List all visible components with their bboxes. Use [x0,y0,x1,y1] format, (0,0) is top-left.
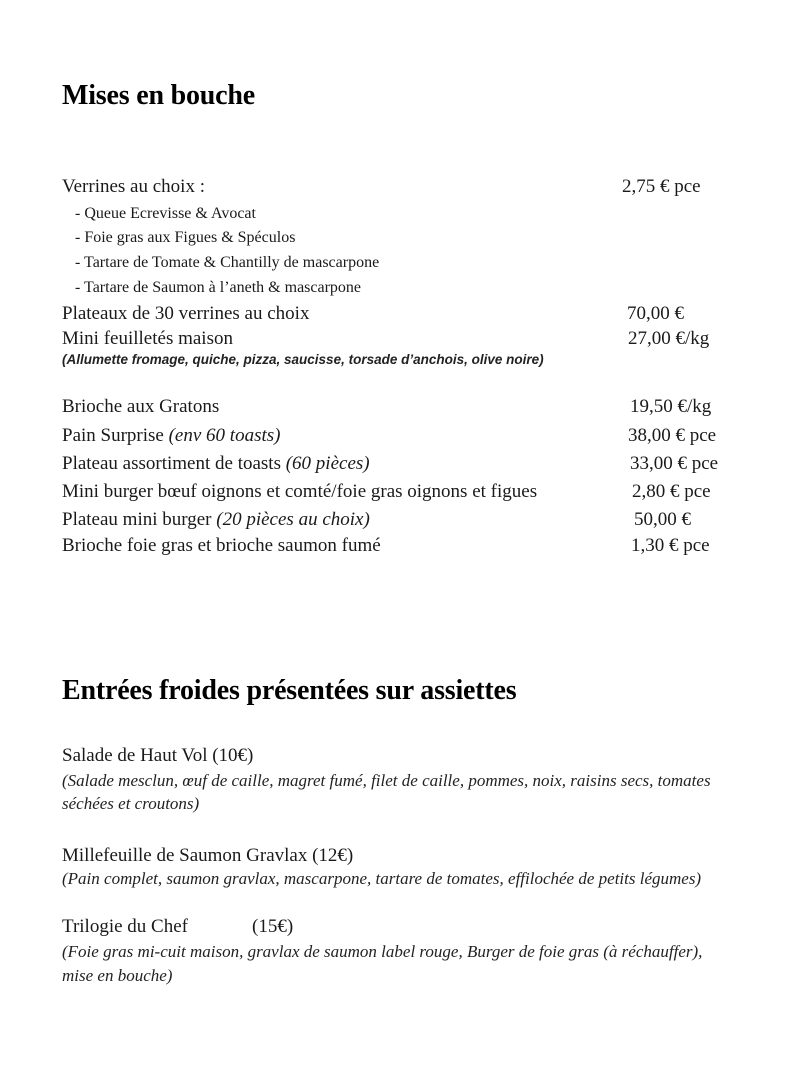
menu-item-price: 1,30 € pce [631,535,710,556]
menu-item [62,481,537,503]
verrine-option: - Foie gras aux Figues & Spéculos [75,229,296,246]
feuilletes-note: (Allumette fromage, quiche, pizza, saucisse, torsade d’anchois, olive noire) [62,352,544,367]
verrine-option: - Tartare de Tomate & Chantilly de mascarpone [75,254,380,271]
verrines-label: Verrines au choix : [62,176,205,197]
dish-price: (15€) [252,916,294,937]
dish-description: (Salade mesclun, œuf de caille, magret fumé, filet de caille, pommes, noix, raisins secs, tomates [62,771,711,790]
menu-item-price: 50,00 € [634,509,691,530]
menu-item-label: Brioche aux Gratons [62,396,220,417]
menu-item-label: Plateau assortiment de toasts [62,453,286,474]
feuilletes-label: Mini feuilletés maison [62,328,233,349]
menu-item [62,425,280,447]
menu-item-price: 38,00 € pce [628,425,717,446]
verrines-price: 2,75 € pce [622,176,701,197]
menu-item-label: Pain Surprise [62,425,169,446]
dish-description: mise en bouche) [62,966,173,985]
menu-item-detail: (env 60 toasts) [168,425,281,446]
dish-name: Trilogie du Chef [62,916,188,937]
dish-description: (Pain complet, saumon gravlax, mascarpone, tartare de tomates, effilochée de petits légumes) [62,869,702,888]
section-title-entrees-froides: Entrées froides présentées sur assiettes [62,675,517,706]
menu-item-price: 2,80 € pce [632,481,711,502]
menu-item-price: 19,50 €/kg [630,396,712,417]
menu-item-label: Plateau mini burger [62,509,217,530]
menu-item-label: Mini burger bœuf oignons et comté/foie gras oignons et figues [62,481,538,502]
menu-item [62,509,370,531]
dish-name: Salade de Haut Vol (10€) [62,745,254,766]
menu-item-detail: (20 pièces au choix) [216,509,370,530]
section-title-mises-en-bouche: Mises en bouche [62,80,256,111]
menu-item-price: 33,00 € pce [630,453,719,474]
menu-item [62,453,370,475]
verrine-option: - Queue Ecrevisse & Avocat [75,205,256,222]
menu-item-detail: (60 pièces) [285,453,370,474]
plateaux-label: Plateaux de 30 verrines au choix [62,303,310,324]
dish-description: séchées et croutons) [62,794,200,813]
dish-description: (Foie gras mi-cuit maison, gravlax de saumon label rouge, Burger de foie gras (à réchauffer), [62,942,703,961]
menu-item-label: Brioche foie gras et brioche saumon fumé [62,535,381,556]
verrine-option: - Tartare de Saumon à l’aneth & mascarpone [75,279,362,296]
feuilletes-price: 27,00 €/kg [628,328,710,349]
plateaux-price: 70,00 € [627,303,684,324]
dish-name: Millefeuille de Saumon Gravlax (12€) [62,845,354,866]
menu-item [62,535,381,557]
menu-item [62,396,219,418]
